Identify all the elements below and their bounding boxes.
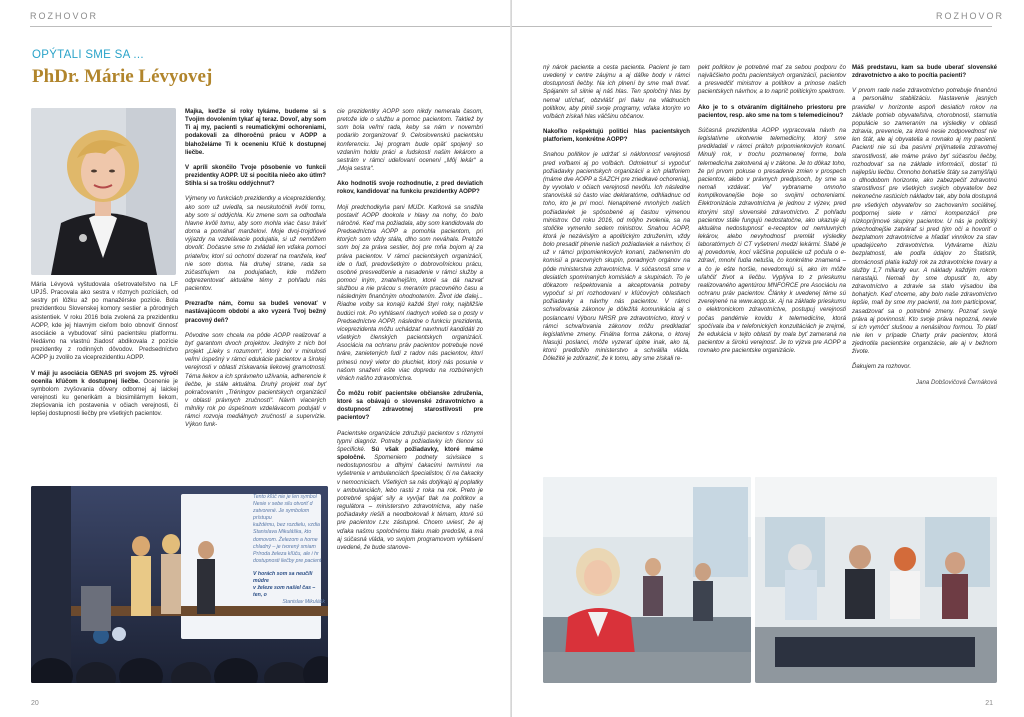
question-7: Máš predstavu, kam sa bude uberať slovenské zdravotníctvo a ako to pocítia pacienti? xyxy=(852,64,997,80)
question-4: Čo môžu robiť pacientske občianske združenia, ktoré sa obávajú o slovenské zdravotníctvo a dostupnosť zdravotnej starostlivosti pre pacientov? xyxy=(337,390,483,422)
header-rule-left xyxy=(30,26,512,27)
header-rule-right xyxy=(512,26,992,27)
answer-5: Snahou politikov je udržať si náklonnosť verejnosti pred voľbami aj po voľbách. Odmietnuť si vypočuť požiadavky pacientskych organizácií a ich platforiem (máme dve AOPP a SAZCH pre zriedkavé ochorenia), by vyvolalo v očiach verejnosti nevôľu. Ich následne stanoviská sú často viac deklaratórne, odhliadnuc od toho, kto je pri moci. Nenaplnené mnohých našich požiadaviek je spôsobené aj častou výmenou ministrov. Od roku 2016, od môjho zvolenia, sa na stoličke vymenilo sedem ministrov. Snahou AOPP, ktorá je nezávislým a apolitickým združením, vždy bolo presadiť plnenie našich požiadaviek a návrhov, či už v rámci pripomienkových konaní, začlenením do komisií a pracovných skupín, poradných orgánov na pôde ministerstva zdravotníctva. V súčasnosti sme v desiatich spomínaných komisiách a skupinách. To je dôkazom rešpektovania a akceptovania potreby vypočuť si pri rozhodovaní v kľúčových oblastiach požiadavky a návrhy nás pacientov. V rámci schvaľovania zákonov je dôležitá komunikácia aj s poslancami Výboru NRSR pre zdravotníctvo, ktorý v rámci schvaľovania zákonov môžu predkladať legislatívne zmeny. Finálna forma zákona, o ktorej hlasujú poslanci, môže vyzerať úplne inak, ako tá, ktorú predložilo ministerstvo a schválila vláda. Dôležité je zdôrazniť, že k tomu, aby sme získali re- xyxy=(543,151,690,363)
section-label-left: ROZHOVOR xyxy=(30,11,99,21)
interviewee-name: PhDr. Márie Lévyovej xyxy=(32,66,213,87)
answer-1: Výmeny vo funkciách prezidentky a viceprezidentky, ako som už uviedla, sa neuskutočnili kvôli tomu, aby som si oddýchla. Ku zmene som sa odhodlala hlavne kvôli tomu, aby som mohla viac času tráviť doma a pomáhať manželovi. Moje dvoj-trojdňové výjazdy na vzdelávacie podujatia, si už nemôžem dovoliť. Dočasne sme to zvládali len vďaka pomoci priateľov, ktorí sú ochotní dozerať na manžela, keď nie som doma. Na druhej strane, rada sa zúčastňujem na podujatiach, kde môžem odprezentovať aktuálne témy z pohľadu nás pacientov. xyxy=(185,195,326,293)
column-right-1 xyxy=(543,64,690,370)
right-page xyxy=(512,0,1024,717)
article-kicker: OPÝTALI SME SA ... xyxy=(32,49,144,61)
conference-illustration-right xyxy=(755,477,997,683)
question-1: V apríli skončilo Tvoje pôsobenie vo funkcii prezidentky AOPP. Už si pocítila niečo ako útlm? Stihla si sa trošku oddýchnuť? xyxy=(185,163,326,188)
screen-line-9: dostupnosti liečby pre pacient xyxy=(253,557,322,564)
answer-7: V prvom rade naše zdravotníctvo potrebuje finančnú a personálnu stabilizáciu. Nastavenie jasných pravidiel v horizonte aspoň desiatich rokov na základe potrieb obyvateľstva, chorobnosti, starnutia populácie so zameraním na výsledky v oblasti zdravia, prevencie, za ktoré nesie zodpovednosť nie len štát, ale aj obyvatelia a rovnako aj my pacienti. Pacienti nie sú iba pasívni prijímatelia zdravotnej starostlivosti, ale máme právo byť súčasťou liečby, rozhodovať sa na základe informácií, dostať tú najlepšiu liečbu. Omnoho bohatšie štáty sa zamýšľajú o dlhodobom horizonte, ako zabezpečiť zdravotnú starostlivosť pre všetkých svojich obyvateľov bez nekonečne rastúcich nákladov tak, aby bola dostupná pre všetkých obyvateľov so zachovaním sociálnej, podpornej siete v rámci kompenzácií pre nízkopríjmové skupiny pacientov. U nás je politický priechodnejšie zatvárať si pred tým oči a hovoriť o bezplatnom zdravotníctve a hľadať vinníkov za stav upadajúceho zdravotníctva. Vytvárame ilúziu bezplatnosti, ale podľa údajov zo Štatistík, domácnosti platia každý rok za zdravotnícke tovary a služby 1,7 miliardy eur. A náklady každým rokom narastajú. Nemali by sme dopustiť to, aby zdravotníctvo a zdravie sa stalo výsadou iba bohatých. Keď chceme, aby bolo naše zdravotníctvo lepšie, mali by sme my pacienti, na tom participovať, zasadzovať sa o potrebné zmeny. Poznať svoje práva aj povinnosti. Kto svoje práva nepozná, nevie si ich vymôcť slušnou a nenásilnou formou. To platí nie len v prípade Charty práv pacientov, ktorá zjednotila pacientske organizácie, ale aj v bežnom živote. xyxy=(852,87,997,356)
award-lead: V máji ju asociácia GENAS pri svojom 25. výročí ocenila kľúčom k dostupnej liečbe. xyxy=(31,369,178,385)
screen-line-1: Tento kľúč nie je len symbol xyxy=(253,494,317,500)
column-left-2 xyxy=(185,108,326,437)
portrait-photo xyxy=(31,108,176,275)
answer-4 xyxy=(337,430,483,552)
column-right-3 xyxy=(852,64,997,394)
column-left-3 xyxy=(337,108,483,559)
answer-4-bold: Sú však požiadavky, ktoré máme spoločné. xyxy=(337,445,483,462)
section-label-right: ROZHOVOR xyxy=(936,11,1005,21)
screen-line-4: každému, bez rozdielu, vzdia xyxy=(253,522,320,529)
screen-line-6: domovom. Železom a horne xyxy=(253,536,318,543)
screen-quote-3: Stanislav Mikulášk xyxy=(282,599,325,606)
conference-photo-right xyxy=(755,477,997,683)
conference-photo-left xyxy=(543,477,751,683)
screen-quote-1: V horách som sa neučili múdre xyxy=(253,570,313,585)
answer-6: Súčasná prezidentka AOPP vypracovala návrh na legislatívne ukotvenie telemedicíny, ktorý sme predkladali v rámci práitch pripomienkových konaní. Minulý rok, v trochu pozmenenej forme, bola telemedicína zakotvená aj v zákone. Je to dôkaz toho, že pri prvom pokuse o presadenie zmien v prospech pacientov, alebo v právnych predpisoch, by sme sa nemali vzdávať. Veľ vybraname omnoho komplikovanejšie boje so svojimi ochoreniami. Elektronizácia zdravotníctva je jednou z výzev, pred ktorými stojí slovenské zdravotníctvo. Z pohľadu pacientov stále fungujú nedostatočne, ako ukazuje aj aktuálna nedostupnosť e-receptov od nemluvných lekárov, alebo nevyhodnosť premlát výsledky laboratórnych či CT vyšetrení medzi lekármi. Slabé je aj povedomie, kocí väčšina populácie už počula o e-zdraví, mnohí ľudia netušia, čo konkrétne znamená – a čo je ešte horšie, nevedomujú si, ako im môže uľahčiť život a liečbu. Vyplýva to z prieskumu realizovaného agentúrou MNFORCE pre Asociáciu na ochranu práv pacientov. Články k uvedenej téme sú zverejnené na www.aopp.sk. Aj na základe prieskumu o elektronickom zdravotníctve, postupuj verejnosti počas pandémie kovidu k telemedicíne, ktorá spočívala iba v telefonických konzultáciách je zrejmé, že edukácia v tejto oblasti by mala byť zameraná na pacientov a širokú verejnosť. Je to výzva pre AOPP a rovnako pre pacientske organizácie. xyxy=(698,126,846,355)
answer-4-start: Pacientske organizácie združujú pacientov s rôznymi typmi diagnóz. Potreby a požiadavky ich členov sú špecifické. xyxy=(337,429,483,453)
screen-line-3: zatvorené. Je symbolom prístupu xyxy=(253,508,310,522)
question-5: Nakoľko rešpektujú politici hlas pacientskych platforiem, konkrétne AOPP? xyxy=(543,128,690,144)
screen-quote-2: v železe som našiel čas – ten, o xyxy=(253,585,316,599)
page-number-right: 21 xyxy=(985,700,993,707)
column-right-2 xyxy=(698,64,846,362)
question-6: Ako je to s otváraním digitálneho priestoru pre pacientov, resp. ako sme na tom s telemedicínou? xyxy=(698,103,846,119)
bio-paragraph: Mária Lévyová vyštudovala ošetrovateľstvo na LF UPJŠ. Pracovala ako sestra v rôznych pozíciách, od sestry pri lôžku až po manažérske pozície. Bola prezidentkou Slovenskej komory sestier a pôrodných asistentiek. V roku 2016 bola zvolená za prezidentku AOPP, kde jej hlavným cieľom bolo obnoviť činnosť asociácie a vybudovať silnú pacientsku platformu. Nedávno na vlastnú žiadosť abdikovala z pozície prezidentky z rodinných dôvodov. Predsedníctvo AOPP ju zvolilo za viceprezidentku AOPP. xyxy=(31,281,178,362)
author-signature: Jana Dobšovičová Černáková xyxy=(916,378,997,386)
screen-line-5: Stanislava Mikuláška, kto xyxy=(253,529,312,536)
award-ceremony-photo xyxy=(31,486,328,683)
question-3: Ako hodnotíš svoje rozhodnutie, z pred deviatich rokov, kandidovať na funkciu prezidentky AOPP? xyxy=(337,180,483,196)
award-paragraph xyxy=(31,370,178,419)
answer-2-continued: cie prezidentky AOPP som nikdy nemerala časom, pretože ide o službu a pomoc pacientom. Taktiež by som bola veľmi rada, keby sa nám v novembri podarilo zorganizovať 9. Celoslovenskú pacientsku konferenciu. Jej program bude opäť spojený so vzdaním holdu práci a ľudskosti našim lekárom a sestrám v rámci udeľovaní ocenení „Môj lekár“ a „Moja sestra“. xyxy=(337,108,483,173)
answer-2: Pôvodne som chcela na pôde AOPP realizovať a byť garantom dvoch projektov. Jedným z nich bol projekt „Lieky s rozumom“, ktorý bol v minulosti veľmi úspešný v rámci edukácie pacientov a širokej verejnosti v oblasti získavania liekovej gramotnosti. Téma liekov a ich správneho užívania, adherencie k liečbe, je stále aktuálna. Druhý projekt mal byť pokračovaním „Tréningov pacientskych organizácií v oblasti právnych zručností“. Návrh viacerých milníky rok po úspešnom vzdelávacom podujatí v rámci rozvoja mediálnych zručností a supervízie. Výkon funk- xyxy=(185,331,326,429)
screen-line-7: chladný – je tvorený smiam xyxy=(253,543,316,550)
thanks-line: Ďakujem za rozhovor. xyxy=(852,363,912,371)
screen-line-8: Príroda železa kľúču, ale i hr xyxy=(253,550,319,557)
page-number-left: 20 xyxy=(31,700,39,707)
portrait-illustration xyxy=(31,108,176,275)
answer-4-continued: ný nárok pacienta a cesta pacienta. Pacient je tam uvedený v centre záujmu a aj dáľke body v rámci dostupnosti liečby. Na ich plnení by sme mali trvať. Spájanim síl silnie aj náš hlas. Ten spoločný hlas by nemal utíchať, obzvlášť pri tlaku na vládnucich politikov, aby plnili svoje programy, vďaka ktorým vo voľbách získali hlas väčšinu občanov. xyxy=(543,64,690,120)
conference-illustration-left xyxy=(543,477,751,683)
answer-3: Moji predchodkyňa pani MUDr. Kaťková sa snažila postaviť AOPP dookola v hlavy na nohy, čo bolo náročné. Keď ma požiadala, aby som kandidovala do Predsedníctva AOPP a pomohla pacientom, pri ktorých som vždy stála, dlho som neváhala. Pretože som boj za práva sestier, boj pre mňa bojom aj za práva pacientov. V rámci pacientskych organizácií, ide o ľudí, predovšetkým o dobrovoľníckou prácu, osobné presvedčenie a nasadenie v rámci služby a pomoci iným, znateľnejším, ktoré sa dá nazvať službou a nie prácou s meraním pracovného času a následným finančným ohodnotením. Život ide ďalej... Riadne volby sa konajú každé štyri roky, najbližšie budúci rok. Po vyhlásení riadnych volieb sa o posty v Predsedníctve AOPP, následne o funkciu prezidenta, viceprezidenta môžu uchádzať navrhnutí kandidáti zo všetkých členských pacientskych organizácií. Asociácia na ochranu práv pacientov potrebuje nové tváre, zanietených ľudí z radov nás pacientov, ktorí prinesú nový vietor do pluchiet, ktorý nás posunie v našom snažení ešte viac dopredu na rozbúrených vlnách našho zdravotníctva. xyxy=(337,203,483,382)
screen-text xyxy=(253,494,325,606)
answer-5-continued: pekt politikov je potrebné mať za sebou podporu čo najväčšieho počtu pacientskych organizácií, pacientov a presvedčiť ministrov a politikov a prinose našich pacientskych návrhov, a to napríč politickým spektrom. xyxy=(698,64,846,96)
screen-line-2: Nesie v sebe silu otvoriť d xyxy=(253,501,313,508)
intro-question: Majka, keďže si roky tykáme, budeme si s Tvojím dovolením tykať aj teraz. Dovoľ, aby som Ti aj my, pacienti s reumatickými ochoreniami, podakovali za dlhoročnú prácu v AOPP a blahoželáme Ti k oceneniu Kľúč k dostupnej liečbe. xyxy=(185,108,326,156)
answer-4-rest: Spomeniem podnety súvisiace s nedostupnosťou a dlhými čakacími termínmi na vyšetrenia v ambulanciách špecialistov, či na čakacky v nemocniciach. Všetkých sa nás dotýkajú aj poplatky v ambulanciách, lebo rastú z roka na rok. Preto je potrebné spájať sily a vyvíjať tlak na politikov a regulátora – ministerstvo zdravotníctva, aby naše požiadavky riešili a neodbokovali k témam, ktoré sú pre pacientov t.zv. zástupné. Chcem uviesť, že aj vďaka našmu spoločnému tlaku malo predošlé, a má aj súčasná vláda, vo svojom programovom vyhlásení uvedené, že bude stanove- xyxy=(337,454,483,551)
question-2: Prezraďte nám, čomu sa budeš venovať v nastávajúcom období a ako vyzerá Tvoj bežný pracovný deň? xyxy=(185,300,326,324)
award-rest: Ocenenie je symbolom zvyšovania dôvery odbornej aj laickej verejnosti ku generikám a biosimilárnym liekom, zlepšovania ich postavenia v očiach verejnosti, či lepšej dostupnosti liečby pre všetkých pacientov. xyxy=(31,377,178,418)
column-left-1 xyxy=(31,281,178,426)
